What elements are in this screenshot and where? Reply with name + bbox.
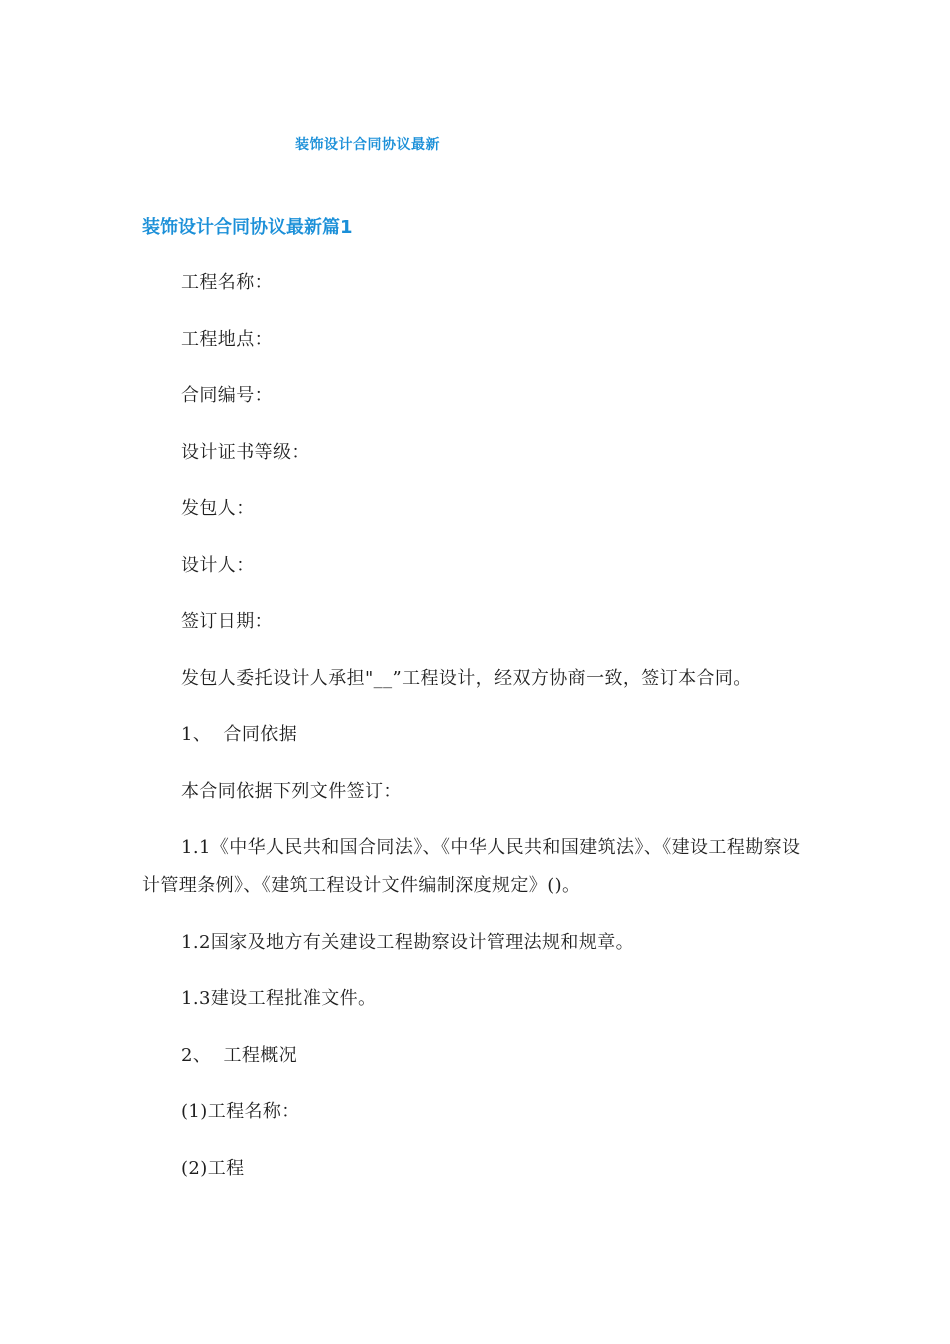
- field-designer: 设计人：: [181, 554, 255, 576]
- field-certificate-grade: 设计证书等级：: [181, 441, 310, 463]
- field-client: 发包人：: [181, 498, 255, 519]
- field-signing-date: 签订日期：: [181, 611, 273, 632]
- clause-1-2: 1.2国家及地方有关建设工程勘察设计管理法规和规章。: [181, 931, 635, 953]
- clause-heading-overview: 2、 工程概况: [181, 1044, 298, 1066]
- clause-1-1: 1.1《中华人民共和国合同法》、《中华人民共和国建筑法》、《建设工程勘察设计管理条例》、《建筑工程设计文件编制深度规定》()。: [142, 837, 801, 896]
- document-title: 装饰设计合同协议最新: [295, 137, 440, 153]
- document-body: [142, 264, 812, 1206]
- field-project-name: 工程名称：: [181, 272, 273, 293]
- clause-heading-basis: 1、 合同依据: [181, 724, 298, 745]
- paragraph-commission: 发包人委托设计人承担"__”工程设计，经双方协商一致，签订本合同。: [181, 667, 752, 689]
- field-contract-number: 合同编号：: [181, 385, 273, 406]
- section-heading: 装饰设计合同协议最新篇1: [142, 217, 353, 238]
- field-project-location: 工程地点：: [181, 328, 273, 350]
- overview-item-1: (1)工程名称：: [181, 1101, 300, 1122]
- clause-1-3: 1.3建设工程批准文件。: [181, 988, 377, 1009]
- paragraph-basis-intro: 本合同依据下列文件签订：: [181, 780, 402, 802]
- overview-item-2: (2)工程: [181, 1157, 245, 1179]
